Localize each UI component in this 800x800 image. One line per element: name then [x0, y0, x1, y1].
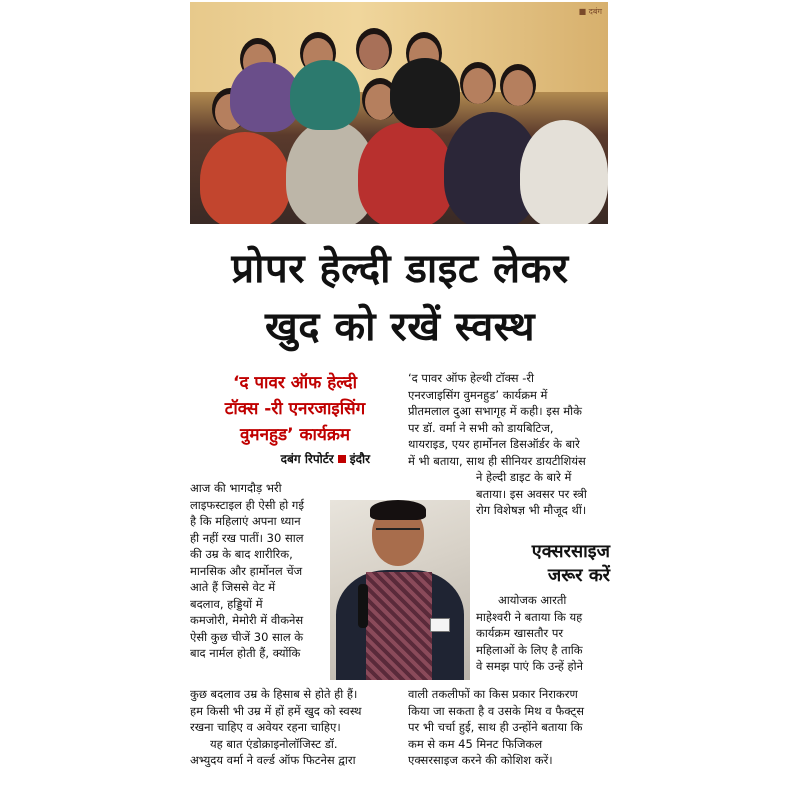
right-column-bottom-wide	[408, 686, 610, 769]
section-subheading-line-2: जरूर करें	[547, 565, 610, 586]
sub-headline	[190, 370, 400, 448]
text-line: एक्सरसाइज करने की कोशिश करें।	[408, 753, 553, 767]
text-line: ने हेल्दी डाइट के बारे में	[476, 470, 572, 484]
text-line: बदलाव, हड्डियों में	[190, 596, 263, 611]
left-column-bottom	[190, 686, 400, 769]
headline-line-2: खुद को रखें स्वस्थ	[264, 304, 536, 350]
section-subheading	[458, 540, 610, 588]
speaker-photo	[328, 498, 472, 682]
text-line: महिलाओं के लिए है ताकि	[476, 642, 583, 657]
sub-headline-line-3: वुमनहुड’ कार्यक्रम	[239, 425, 351, 445]
text-line: कार्यक्रम खासतौर पर	[476, 626, 564, 640]
right-column-top	[408, 370, 610, 519]
text-line: बाद नार्मल होती हैं, क्योंकि	[190, 646, 301, 660]
text-line: लाइफस्टाइल ही ऐसी हो गई	[190, 497, 305, 512]
text-line: ‘द पावर ऑफ हेल्थी टॉक्स -री	[408, 371, 535, 385]
text-line: थायराइड, एयर हार्मोनल डिसऑर्डर के बारे	[408, 437, 580, 451]
left-column-top	[190, 480, 330, 662]
byline-reporter: दबंग रिपोर्टर	[280, 452, 334, 466]
text-line: पर डॉ. वर्मा ने सभी को डायबिटिज,	[408, 420, 554, 435]
name-badge	[430, 618, 450, 632]
text-line: आते हैं जिससे वेट में	[190, 580, 276, 594]
section-subheading-line-1: एक्सरसाइज	[531, 541, 610, 562]
sub-headline-line-2: टॉक्स -री एनरजाइसिंग	[224, 399, 366, 419]
text-line: में भी बताया, साथ ही सीनियर डायटीशियंस	[408, 453, 586, 468]
audience-photo	[190, 2, 608, 224]
text-line: रोग विशेषज्ञ भी मौजूद थीं।	[476, 503, 587, 517]
byline	[190, 450, 400, 467]
text-line: एनरजाइसिंग वुमनहुड’ कार्यक्रम में	[408, 387, 548, 402]
headline-line-1: प्रोपर हेल्दी डाइट लेकर	[231, 246, 569, 292]
text-line: किया जा सकता है व उसके मिथ व फैक्ट्स	[408, 703, 585, 718]
text-line: आयोजक आरती	[498, 593, 567, 607]
text-line: कमजोरी, मेमोरी में वीकनेस	[190, 613, 304, 627]
text-line: वे समझ पाएं कि उन्हें होने	[476, 659, 584, 673]
text-line: रखना चाहिए व अवेयर रहना चाहिए।	[190, 720, 341, 734]
text-line: पर भी चर्चा हुई, साथ ही उन्होंने बताया कि	[408, 720, 583, 734]
newspaper-clipping	[190, 0, 610, 800]
text-line: बताया। इस अवसर पर स्त्री	[476, 486, 587, 501]
text-line: अभ्युदय वर्मा ने वर्ल्ड ऑफ फिटनेस द्वारा	[190, 753, 356, 767]
headline	[190, 240, 610, 356]
sub-headline-line-1: ‘द पावर ऑफ हेल्दी	[233, 373, 357, 393]
text-line: हम किसी भी उम्र में हों हमें खुद को स्वस्थ	[190, 703, 362, 718]
text-line: आज की भागदौड़ भरी	[190, 481, 282, 495]
photo-corner-tag: ■ दबंग	[578, 7, 602, 16]
byline-city: इंदौर	[349, 452, 370, 466]
text-line: ऐसी कुछ चीजें 30 साल के	[190, 629, 304, 644]
right-column-bottom	[476, 592, 610, 675]
text-line: कम से कम 45 मिनट फिजिकल	[408, 736, 543, 751]
text-line: कुछ बदलाव उम्र के हिसाब से होते ही हैं।	[190, 687, 358, 701]
text-line: ही नहीं रख पातीं। 30 साल	[190, 530, 304, 545]
text-line: यह बात एंडोक्राइनोलॉजिस्ट डॉ.	[210, 736, 338, 751]
microphone-icon	[358, 584, 368, 628]
byline-square-icon	[338, 455, 346, 463]
text-line: वाली तकलीफों का किस प्रकार निराकरण	[408, 687, 578, 701]
text-line: प्रीतमलाल दुआ सभागृह में कही। इस मौके	[408, 404, 582, 418]
text-line: की उम्र के बाद शारीरिक,	[190, 547, 293, 561]
text-line: माहेश्वरी ने बताया कि यह	[476, 609, 583, 624]
text-line: मानसिक और हार्मोनल चेंज	[190, 563, 303, 578]
text-line: है कि महिलाएं अपना ध्यान	[190, 514, 301, 528]
